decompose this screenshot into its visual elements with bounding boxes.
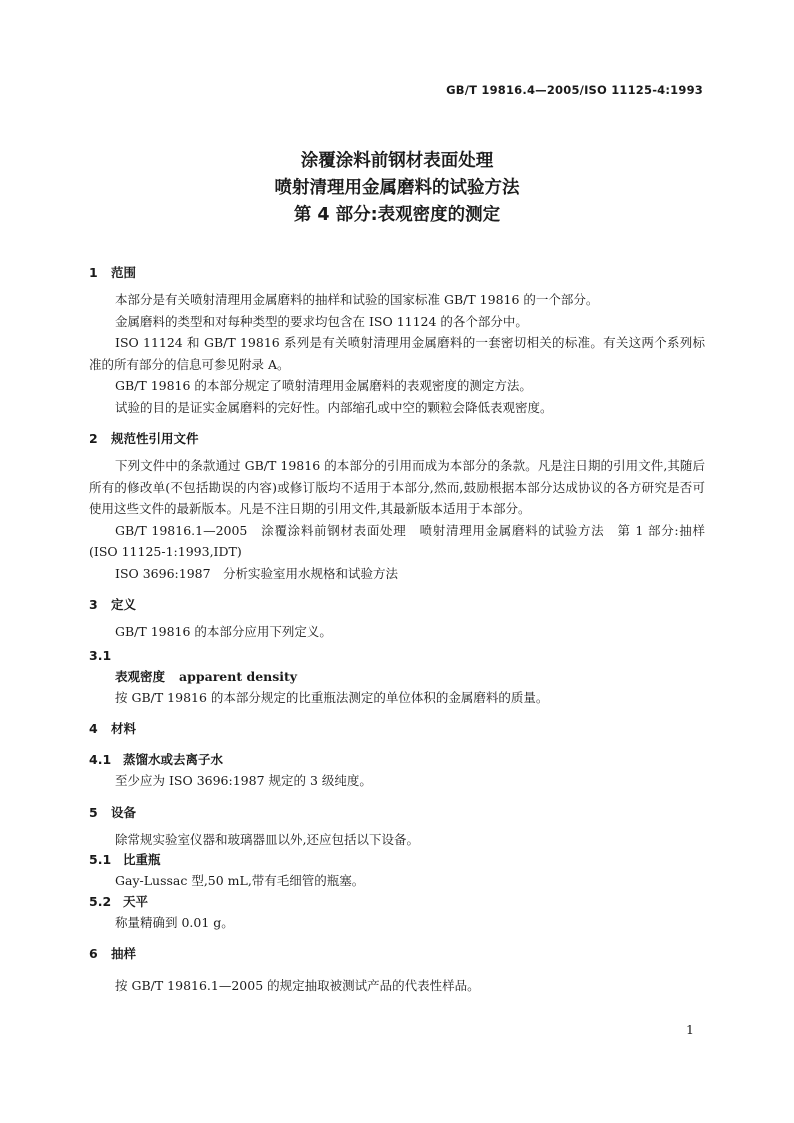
page-number: 1 <box>686 1022 694 1037</box>
subsection-title: 蒸馏水或去离子水 <box>123 752 224 767</box>
paragraph: 至少应为 ISO 3696:1987 规定的 3 级纯度。 <box>115 773 372 788</box>
term-entry <box>89 666 705 687</box>
section-number: 3 <box>89 597 98 612</box>
paragraph: 除常规实验室仪器和玻璃器皿以外,还应包括以下设备。 <box>115 831 419 847</box>
section-6-heading <box>89 944 705 964</box>
section-1-heading <box>89 263 705 283</box>
section-title: 材料 <box>111 721 137 736</box>
section-number: 2 <box>89 431 98 446</box>
subsection-4-1-heading <box>89 750 705 770</box>
subsection-5-1-heading <box>89 850 705 870</box>
section-5-heading <box>89 803 705 823</box>
section-number: 1 <box>89 265 98 280</box>
paragraph: 试验的目的是证实金属磨料的完好性。内部缩孔或中空的颗粒会降低表观密度。 <box>115 399 553 415</box>
paragraph: 按 GB/T 19816.1—2005 的规定抽取被测试产品的代表性样品。 <box>115 978 480 993</box>
subsection-title: 天平 <box>123 893 149 909</box>
section-title: 抽样 <box>111 946 137 961</box>
section-number: 6 <box>89 946 98 961</box>
section-title: 范围 <box>111 265 137 280</box>
subsection-title: 比重瓶 <box>123 852 161 867</box>
reference-item: ISO 3696:1987 分析实验室用水规格和试验方法 <box>115 565 399 581</box>
paragraph: ISO 11124 和 GB/T 19816 系列是有关喷射清理用金属磨料的一套密切相关的标准。有关这两个系列标准的所有部分的信息可参见附录 A。 <box>89 335 705 372</box>
title-line-1: 涂覆涂料前钢材表面处理 <box>300 151 494 171</box>
subsection-number: 3.1 <box>89 647 112 663</box>
subsection-number: 5.1 <box>89 852 112 867</box>
paragraph: 本部分是有关喷射清理用金属磨料的抽样和试验的国家标准 GB/T 19816 的一个部分。 <box>115 292 599 307</box>
subsection-number: 4.1 <box>89 752 112 767</box>
document-body <box>89 263 705 997</box>
section-title: 设备 <box>111 804 137 820</box>
term-english: apparent density <box>179 668 298 684</box>
section-title: 定义 <box>111 597 137 612</box>
section-number: 4 <box>89 721 98 736</box>
paragraph: 称量精确到 0.01 g。 <box>115 914 234 930</box>
paragraph: Gay-Lussac 型,50 mL,带有毛细管的瓶塞。 <box>115 873 365 888</box>
section-2-heading <box>89 429 705 449</box>
subsection-3-1-heading <box>89 646 705 666</box>
standard-code-header: GB/T 19816.4—2005/ISO 11125-4:1993 <box>446 83 703 97</box>
term-chinese: 表观密度 <box>115 668 166 684</box>
paragraph: 下列文件中的条款通过 GB/T 19816 的本部分的引用而成为本部分的条款。凡是注日期的引用文件,其随后所有的修改单(不包括勘误的内容)或修订版均不适用于本部分,然而,鼓励根据本部分达成协议的各方研究是否可使用这些文件的最新版本。凡是不注日期的引用文件,其最新版本适用于本部分。 <box>89 458 705 516</box>
paragraph: GB/T 19816 的本部分应用下列定义。 <box>115 624 332 639</box>
paragraph: GB/T 19816 的本部分规定了喷射清理用金属磨料的表观密度的测定方法。 <box>115 378 532 393</box>
section-3-heading <box>89 595 705 615</box>
section-number: 5 <box>89 804 98 820</box>
subsection-5-2-heading <box>89 892 705 912</box>
title-line-2: 喷射清理用金属磨料的试验方法 <box>274 178 520 198</box>
paragraph: 金属磨料的类型和对每种类型的要求均包含在 ISO 11124 的各个部分中。 <box>115 313 528 329</box>
section-4-heading <box>89 719 705 739</box>
section-title: 规范性引用文件 <box>111 431 199 446</box>
subsection-number: 5.2 <box>89 893 112 909</box>
title-line-3: 第 4 部分:表观密度的测定 <box>293 205 501 225</box>
document-title <box>0 148 794 229</box>
reference-item: GB/T 19816.1—2005 涂覆涂料前钢材表面处理 喷射清理用金属磨料的试验方法 第 1 部分:抽样(ISO 11125-1:1993,IDT) <box>89 522 705 559</box>
term-definition: 按 GB/T 19816 的本部分规定的比重瓶法测定的单位体积的金属磨料的质量。 <box>115 689 549 705</box>
